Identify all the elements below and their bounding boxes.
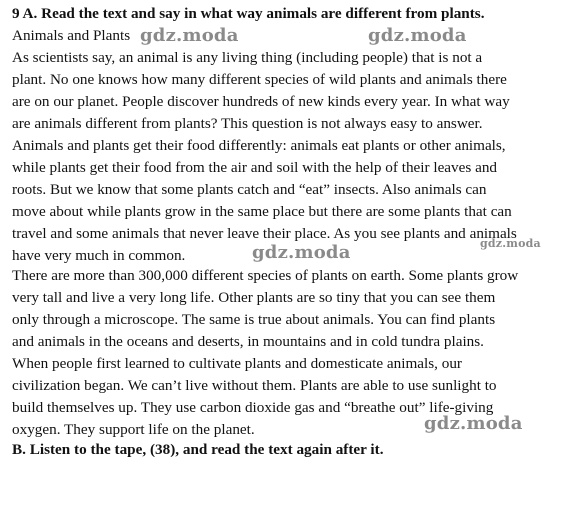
paragraph2-line: civilization began. We can’t live without them. Plants are able to use sunlight to [12, 377, 497, 394]
watermark: gdz.moda [252, 242, 351, 263]
paragraph1-line: As scientists say, an animal is any living thing (including people) that is not a [12, 49, 483, 66]
paragraph2-line: build themselves up. They use carbon dioxide gas and “breathe out” life-giving [12, 399, 494, 416]
task-b-heading: B. Listen to the tape, (38), and read the text again after it. [12, 441, 384, 458]
paragraph2-line: very tall and live a very long life. Other plants are so tiny that you can see them [12, 289, 496, 306]
paragraph1-line: plant. No one knows how many different species of wild plants and animals there [12, 71, 507, 88]
paragraph1-line: have very much in common. [12, 247, 186, 264]
paragraph2-line: oxygen. They support life on the planet. [12, 421, 255, 438]
paragraph1-line: move about while plants grow in the same place but there are some plants that can [12, 203, 512, 220]
paragraph2-line: only through a microscope. The same is true about animals. You can find plants [12, 311, 496, 328]
watermark: gdz.moda [140, 25, 239, 46]
paragraph1-line: are on our planet. People discover hundreds of new kinds every year. In what way [12, 93, 510, 110]
paragraph1-line: while plants get their food from the air and soil with the help of their leaves and [12, 159, 498, 176]
paragraph2-line: and animals in the oceans and deserts, in mountains and in cold tundra plains. [12, 333, 484, 350]
paragraph1-line: are animals different from plants? This question is not always easy to answer. [12, 115, 483, 132]
task-a-heading: 9 A. Read the text and say in what way animals are different from plants. [12, 5, 485, 22]
paragraph2-line: When people first learned to cultivate plants and domesticate animals, our [12, 355, 462, 372]
watermark: gdz.moda [368, 25, 467, 46]
paragraph1-line: travel and some animals that never leave their place. As you see plants and animals [12, 225, 517, 242]
watermark: gdz.moda [424, 413, 523, 434]
paragraph1-line: Animals and plants get their food differently: animals eat plants or other animals, [12, 137, 506, 154]
paragraph2-line: There are more than 300,000 different species of plants on earth. Some plants grow [12, 267, 519, 284]
watermark: gdz.moda [480, 237, 541, 250]
text-title: Animals and Plants [12, 27, 131, 44]
paragraph1-line: roots. But we know that some plants catch and “eat” insects. Also animals can [12, 181, 487, 198]
